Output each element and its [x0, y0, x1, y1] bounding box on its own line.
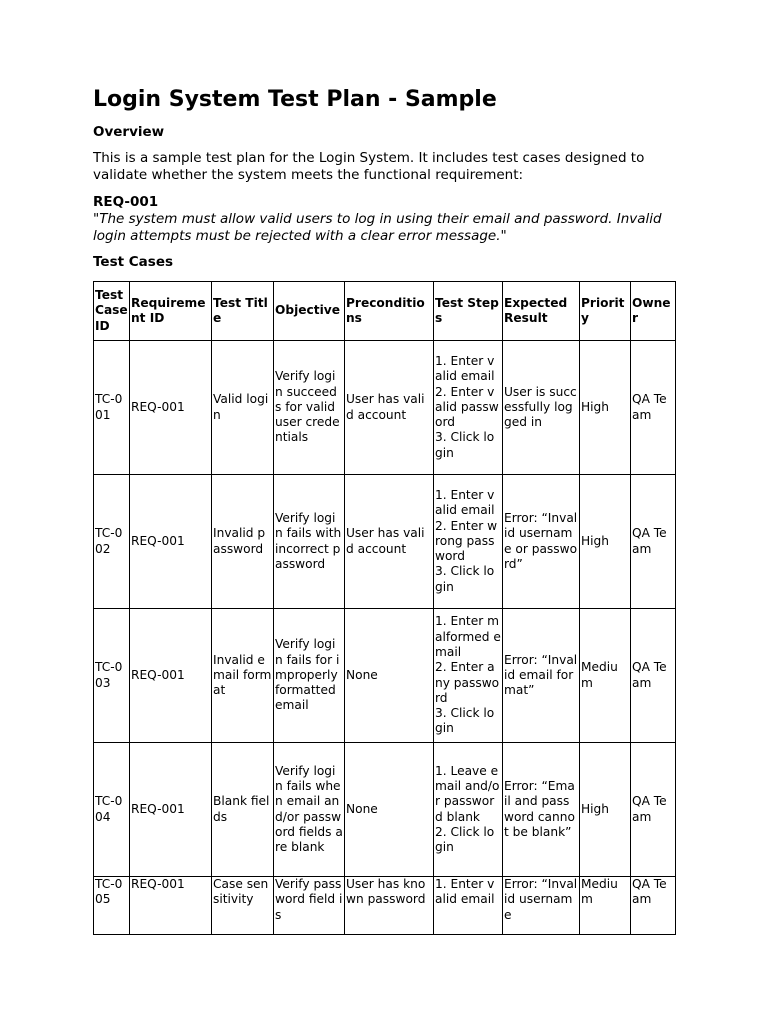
cell-owner: QA Team [631, 877, 676, 935]
header-preconditions: Preconditions [345, 282, 434, 341]
cell-expected-result: Error: “Invalid username or password” [503, 475, 580, 609]
test-cases-table [93, 281, 676, 935]
test-cases-heading: Test Cases [93, 254, 174, 270]
cell-test-case-id: TC-005 [94, 877, 130, 935]
cell-requirement-id: REQ-001 [130, 341, 212, 475]
cell-expected-result: User is successfully logged in [503, 341, 580, 475]
cell-test-title: Valid login [212, 341, 274, 475]
cell-test-title: Blank fields [212, 743, 274, 877]
cell-owner: QA Team [631, 609, 676, 743]
header-test-title: Test Title [212, 282, 274, 341]
cell-test-steps: 1. Enter malformed email 2. Enter any password 3. Click login [434, 609, 503, 743]
cell-preconditions: None [345, 743, 434, 877]
cell-requirement-id: REQ-001 [130, 609, 212, 743]
cell-expected-result: Error: “Email and password cannot be blank” [503, 743, 580, 877]
cell-objective: Verify password field is [274, 877, 345, 935]
cell-test-steps: 1. Leave email and/or password blank 2. Click login [434, 743, 503, 877]
cell-preconditions: User has known password [345, 877, 434, 935]
cell-test-case-id: TC-002 [94, 475, 130, 609]
document-title: Login System Test Plan - Sample [93, 87, 497, 112]
cell-owner: QA Team [631, 475, 676, 609]
cell-test-case-id: TC-001 [94, 341, 130, 475]
cell-preconditions: None [345, 609, 434, 743]
cell-owner: QA Team [631, 743, 676, 877]
requirement-quote: "The system must allow valid users to log in using their email and password. Invalid login attempts must be rejected with a clear error message." [93, 211, 662, 244]
cell-priority: Medium [580, 877, 631, 935]
header-test-case-id: Test Case ID [94, 282, 130, 341]
cell-test-steps: 1. Enter valid email 2. Enter wrong password 3. Click login [434, 475, 503, 609]
cell-test-title: Invalid password [212, 475, 274, 609]
overview-heading: Overview [93, 124, 165, 140]
table-row [94, 609, 676, 743]
header-owner: Owner [631, 282, 676, 341]
cell-preconditions: User has valid account [345, 341, 434, 475]
cell-expected-result: Error: “Invalid username [503, 877, 580, 935]
cell-test-title: Case sensitivity [212, 877, 274, 935]
cell-requirement-id: REQ-001 [130, 743, 212, 877]
cell-priority: High [580, 743, 631, 877]
requirement-id-heading: REQ-001 [93, 194, 159, 210]
cell-test-steps: 1. Enter valid email [434, 877, 503, 935]
cell-requirement-id: REQ-001 [130, 877, 212, 935]
cell-test-steps: 1. Enter valid email 2. Enter valid password 3. Click login [434, 341, 503, 475]
cell-expected-result: Error: “Invalid email format” [503, 609, 580, 743]
cell-test-case-id: TC-004 [94, 743, 130, 877]
table-row [94, 341, 676, 475]
header-objective: Objective [274, 282, 345, 341]
cell-test-case-id: TC-003 [94, 609, 130, 743]
cell-priority: Medium [580, 609, 631, 743]
cell-objective: Verify login succeeds for valid user credentials [274, 341, 345, 475]
header-requirement-id: Requirement ID [130, 282, 212, 341]
table-row [94, 877, 676, 935]
cell-objective: Verify login fails for improperly formatted email [274, 609, 345, 743]
table-header-row [94, 282, 676, 341]
header-expected-result: Expected Result [503, 282, 580, 341]
cell-objective: Verify login fails when email and/or password fields are blank [274, 743, 345, 877]
table-row [94, 743, 676, 877]
cell-objective: Verify login fails with incorrect password [274, 475, 345, 609]
cell-requirement-id: REQ-001 [130, 475, 212, 609]
header-test-steps: Test Steps [434, 282, 503, 341]
header-priority: Priority [580, 282, 631, 341]
cell-priority: High [580, 475, 631, 609]
cell-preconditions: User has valid account [345, 475, 434, 609]
cell-owner: QA Team [631, 341, 676, 475]
cell-test-title: Invalid email format [212, 609, 274, 743]
table-row [94, 475, 676, 609]
overview-text: This is a sample test plan for the Login System. It includes test cases designed to validate whether the system meets the functional requirement: [93, 150, 645, 183]
cell-priority: High [580, 341, 631, 475]
